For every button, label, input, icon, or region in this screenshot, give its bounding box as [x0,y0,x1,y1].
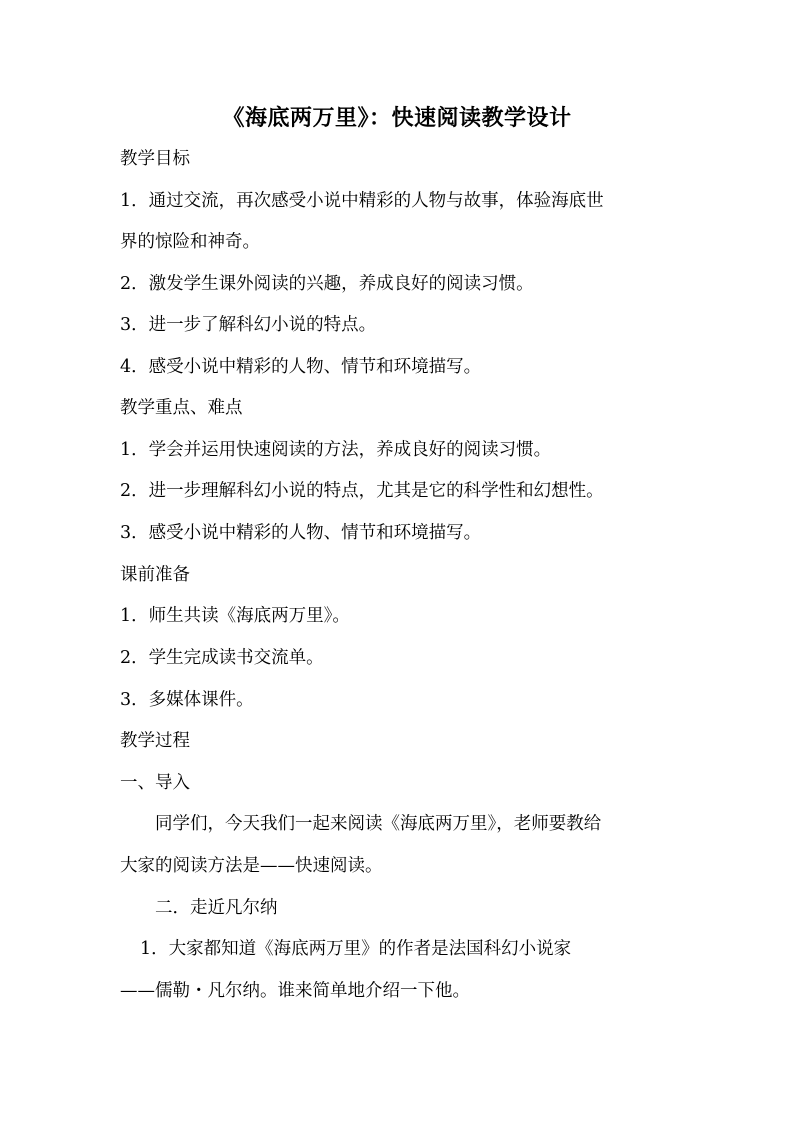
paragraph-line: 1．大家都知道《海底两万里》的作者是法国科幻小说家 [140,939,572,959]
subsection-heading-intro: 一、导入 [120,773,190,793]
paragraph-line: 4．感受小说中精彩的人物、情节和环境描写。 [120,357,482,377]
section-heading-objectives: 教学目标 [120,149,190,169]
paragraph-line: 1．学会并运用快速阅读的方法，养成良好的阅读习惯。 [120,440,552,460]
section-heading-process: 教学过程 [120,731,190,751]
paragraph-line: 界的惊险和神奇。 [120,232,260,252]
paragraph-line: 3．多媒体课件。 [120,690,254,710]
subsection-heading-author: 二．走近凡尔纳 [155,898,278,918]
paragraph-line: 1．通过交流，再次感受小说中精彩的人物与故事，体验海底世 [120,191,604,211]
paragraph-line: ——儒勒・凡尔纳。谁来简单地介绍一下他。 [120,981,470,1001]
paragraph-line: 3．进一步了解科幻小说的特点。 [120,315,377,335]
paragraph-line: 大家的阅读方法是——快速阅读。 [120,856,383,876]
paragraph-line: 2．进一步理解科幻小说的特点，尤其是它的科学性和幻想性。 [120,481,604,501]
paragraph-line: 1．师生共读《海底两万里》。 [120,606,350,626]
paragraph-line: 2．学生完成读书交流单。 [120,648,324,668]
paragraph-line: 2．激发学生课外阅读的兴趣，养成良好的阅读习惯。 [120,274,534,294]
section-heading-key-points: 教学重点、难点 [120,398,243,418]
paragraph-line: 同学们，今天我们一起来阅读《海底两万里》，老师要教给 [155,814,602,834]
document-title: 《海底两万里》：快速阅读教学设计 [222,105,572,131]
paragraph-line: 3．感受小说中精彩的人物、情节和环境描写。 [120,523,482,543]
section-heading-preparation: 课前准备 [120,565,190,585]
